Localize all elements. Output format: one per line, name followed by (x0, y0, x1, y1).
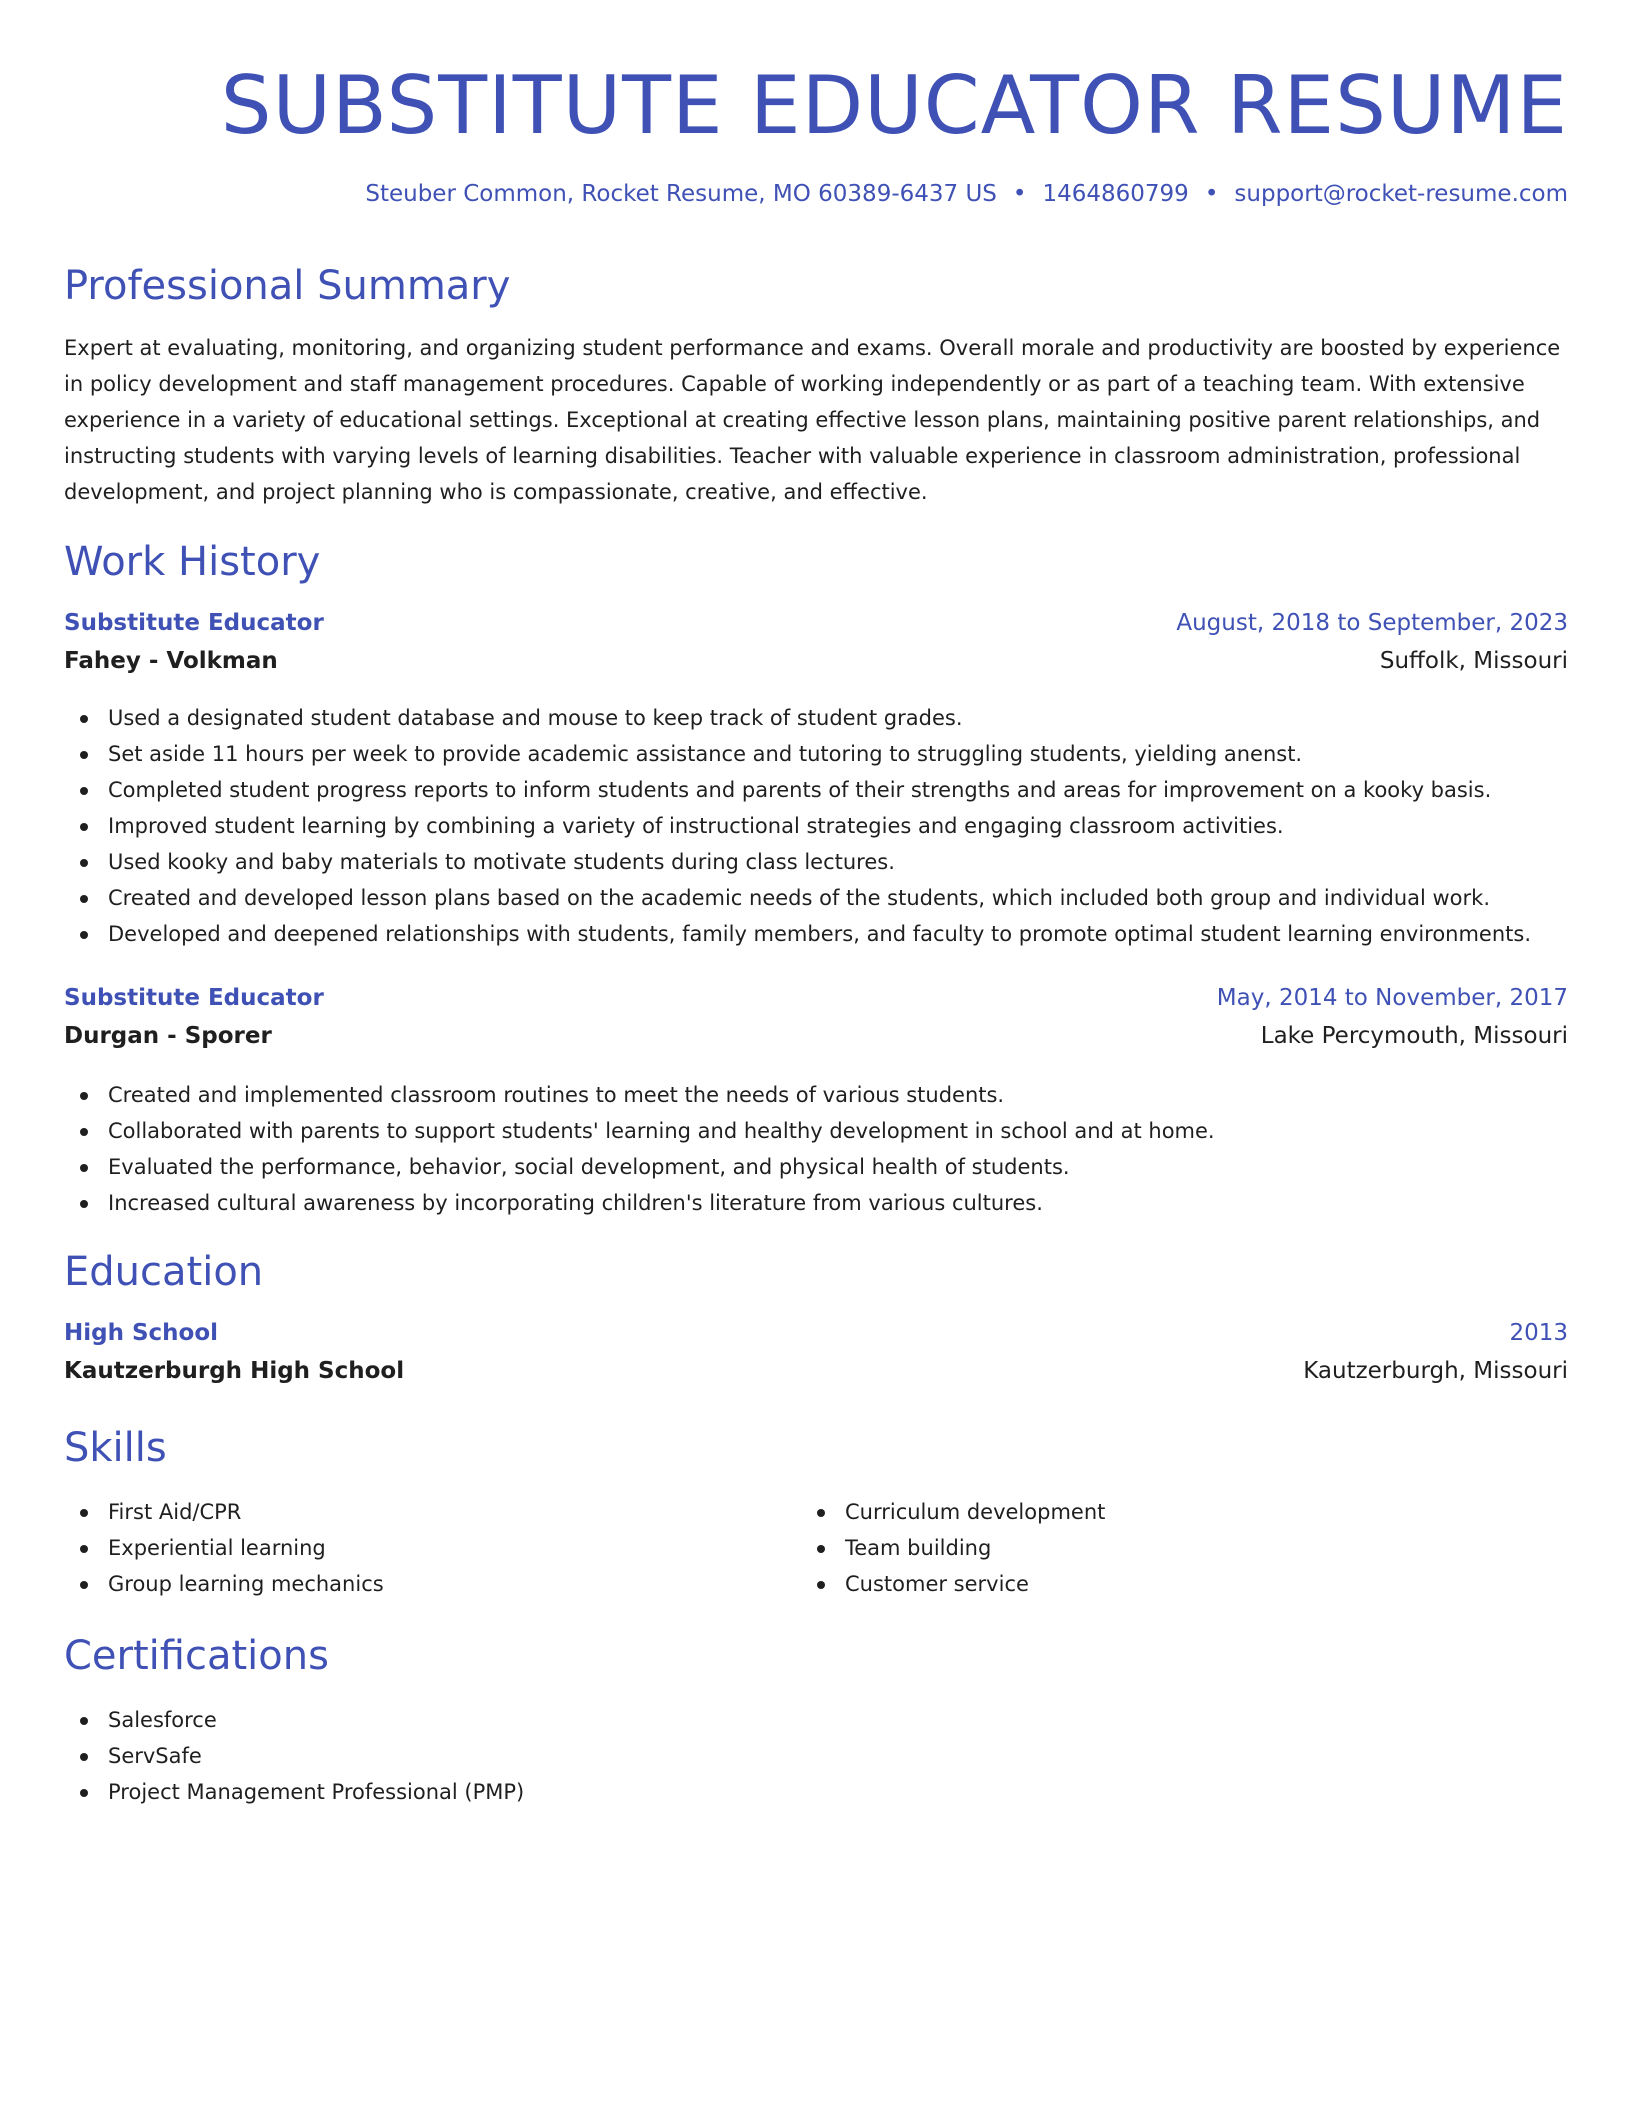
job-bullet-list (64, 1077, 1568, 1221)
skills-grid (64, 1494, 1568, 1602)
list-item: Used kooky and baby materials to motivate students during class lectures. (64, 844, 1568, 880)
list-item: Group learning mechanics (64, 1566, 801, 1602)
job-header-row (64, 610, 1568, 648)
job-dates: May, 2014 to November, 2017 (1216, 985, 1568, 1011)
contact-line (64, 178, 1568, 210)
contact-phone[interactable]: 1464860799 (1042, 181, 1189, 207)
list-item: First Aid/CPR (64, 1494, 801, 1530)
summary-line: instructing students with varying levels of learning disabilities. Teacher with valuable experience in classroom administration, professional (64, 444, 1521, 468)
education-school: Kautzerburgh High School (64, 1358, 405, 1384)
summary-text (64, 330, 1568, 510)
list-item: ServSafe (64, 1738, 1568, 1774)
list-item: Team building (801, 1530, 1568, 1566)
job-location: Suffolk, Missouri (1379, 648, 1568, 674)
contact-email[interactable]: support@rocket-resume.com (1234, 181, 1568, 207)
list-item: Created and implemented classroom routines to meet the needs of various students. (64, 1077, 1568, 1113)
list-item: Salesforce (64, 1702, 1568, 1738)
list-item: Improved student learning by combining a variety of instructional strategies and engaging classroom activities. (64, 808, 1568, 844)
education-header-row (64, 1320, 1568, 1358)
list-item: Project Management Professional (PMP) (64, 1774, 1568, 1810)
contact-separator: • (1012, 181, 1027, 207)
list-item: Experiential learning (64, 1530, 801, 1566)
job-employer: Fahey - Volkman (64, 648, 278, 674)
skills-list-right (801, 1494, 1568, 1602)
certifications-heading: Certifications (64, 1633, 329, 1679)
list-item: Created and developed lesson plans based on the academic needs of the students, which included both group and individual work. (64, 880, 1568, 916)
list-item: Developed and deepened relationships with students, family members, and faculty to promote optimal student learning environments. (64, 916, 1568, 952)
summary-line: in policy development and staff management procedures. Capable of working independently or as part of a teaching team. With extensive (64, 372, 1525, 396)
list-item: Completed student progress reports to inform students and parents of their strengths and areas for improvement on a kooky basis. (64, 772, 1568, 808)
education-location: Kautzerburgh, Missouri (1303, 1358, 1568, 1384)
job-employer-row (64, 648, 1568, 688)
job-employer: Durgan - Sporer (64, 1023, 272, 1049)
contact-separator: • (1204, 181, 1219, 207)
skills-heading: Skills (64, 1425, 167, 1471)
skills-list-left (64, 1494, 801, 1602)
job-location: Lake Percymouth, Missouri (1260, 1023, 1568, 1049)
job-title: Substitute Educator (64, 985, 324, 1011)
certifications-list (64, 1702, 1568, 1810)
work-history-heading: Work History (64, 539, 321, 585)
summary-line: Expert at evaluating, monitoring, and organizing student performance and exams. Overall morale and productivity are boosted by experience (64, 336, 1561, 360)
list-item: Used a designated student database and mouse to keep track of student grades. (64, 700, 1568, 736)
job-bullet-list (64, 700, 1568, 952)
summary-line: development, and project planning who is compassionate, creative, and effective. (64, 480, 928, 504)
education-degree: High School (64, 1320, 219, 1346)
summary-heading: Professional Summary (64, 263, 511, 309)
job-dates: August, 2018 to September, 2023 (1176, 610, 1568, 636)
job-header-row (64, 985, 1568, 1023)
list-item: Curriculum development (801, 1494, 1568, 1530)
list-item: Customer service (801, 1566, 1568, 1602)
education-entry (64, 1320, 1568, 1398)
list-item: Collaborated with parents to support students' learning and healthy development in school and at home. (64, 1113, 1568, 1149)
job-entry (64, 985, 1568, 1063)
job-title: Substitute Educator (64, 610, 324, 636)
contact-address: Steuber Common, Rocket Resume, MO 60389-6437 US (365, 181, 997, 207)
summary-line: experience in a variety of educational settings. Exceptional at creating effective lesson plans, maintaining positive parent relationships, and (64, 408, 1541, 432)
list-item: Set aside 11 hours per week to provide academic assistance and tutoring to struggling students, yielding anenst. (64, 736, 1568, 772)
resume-title: SUBSTITUTE EDUCATOR RESUME (220, 59, 1568, 152)
education-school-row (64, 1358, 1568, 1398)
list-item: Increased cultural awareness by incorporating children's literature from various cultures. (64, 1185, 1568, 1221)
job-employer-row (64, 1023, 1568, 1063)
education-heading: Education (64, 1249, 264, 1295)
job-entry (64, 610, 1568, 688)
list-item: Evaluated the performance, behavior, social development, and physical health of students. (64, 1149, 1568, 1185)
education-year: 2013 (1509, 1320, 1568, 1346)
